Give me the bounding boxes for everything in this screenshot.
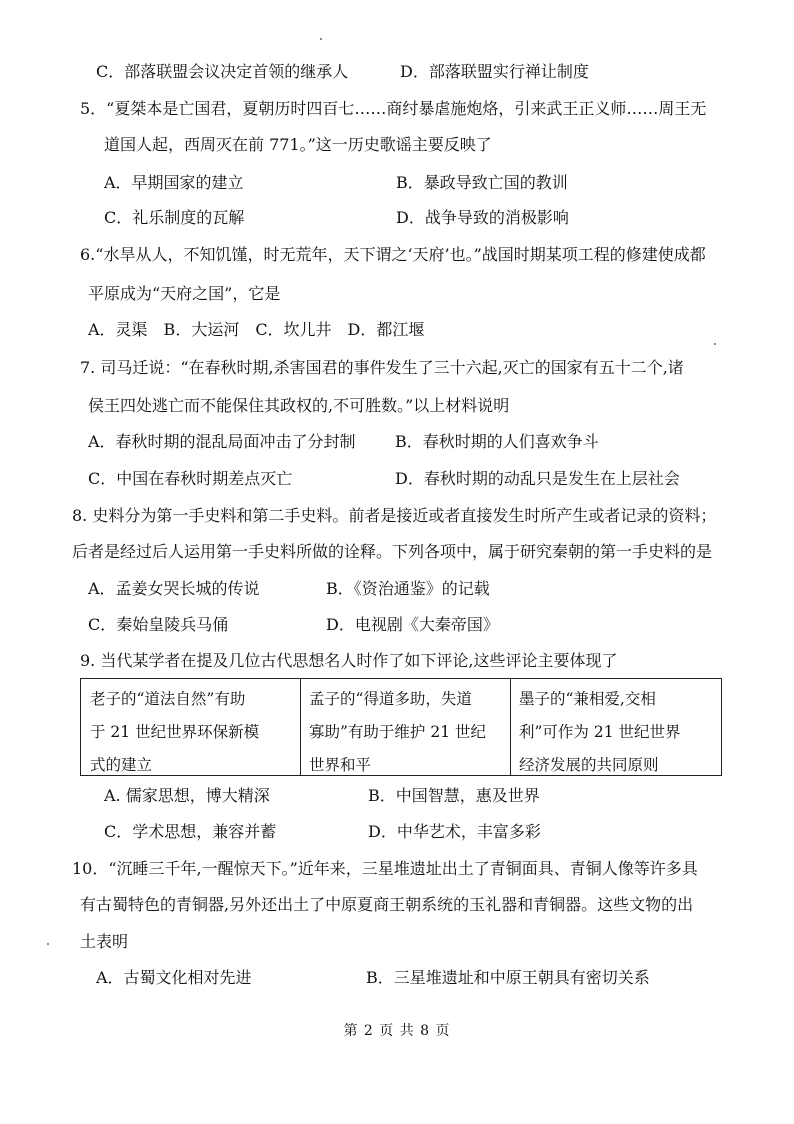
q4-option-c: C．部落联盟会议决定首领的继承人: [96, 62, 349, 81]
q9-cell-mozi: [510, 679, 721, 775]
q6-stem-line1: 6.“水旱从人，不知饥馑，时无荒年，天下谓之‘天府’也。”战国时期某项工程的修建使成都: [80, 245, 706, 264]
scan-speck: [47, 943, 49, 945]
q9-cell-laozi: [81, 679, 300, 775]
q5-stem-line1: 5．“夏桀本是亡国君，夏朝历时四百七……商纣暴虐施炮烙，引来武王正义师……周王无: [80, 99, 707, 118]
cell-line: 寡助”有助于维护 21 世纪: [309, 723, 487, 741]
q7-stem-line1: 7. 司马迁说：“在春秋时期,杀害国君的事件发生了三十六起,灭亡的国家有五十二个,诸: [80, 358, 684, 377]
q9-option-c: C．学术思想，兼容并蓄: [104, 822, 277, 841]
q10-stem-line2: 有古蜀特色的青铜器,另外还出土了中原夏商王朝系统的玉礼器和青铜器。这些文物的出: [80, 895, 694, 914]
q7-option-c: C．中国在春秋时期差点灭亡: [88, 469, 293, 488]
q8-stem-line1: 8. 史料分为第一手史料和第二手史料。前者是接近或者直接发生时所产生或者记录的资料；: [72, 506, 717, 525]
q10-stem-line1: 10．“沉睡三千年,一醒惊天下。”近年来，三星堆遗址出土了青铜面具、青铜人像等许多具: [72, 859, 698, 878]
q5-option-a: A．早期国家的建立: [104, 173, 244, 192]
scan-speck: [320, 38, 322, 40]
q9-cell-mengzi: [300, 679, 510, 775]
cell-line: 于 21 世纪世界环保新模: [90, 723, 260, 741]
q5-option-b: B．暴政导致亡国的教训: [396, 173, 568, 192]
q10-option-a: A．古蜀文化相对先进: [96, 968, 252, 987]
cell-line: 式的建立: [90, 756, 153, 774]
q5-stem-line2: 道国人起，西周灭在前 771。”这一历史歌谣主要反映了: [104, 135, 492, 154]
q8-option-c: C．秦始皇陵兵马俑: [88, 615, 229, 634]
q9-stem-line1: 9. 当代某学者在提及几位古代思想名人时作了如下评论,这些评论主要体现了: [80, 651, 618, 670]
page-number-footer: 第 2 页 共 8 页: [343, 1023, 451, 1039]
q8-option-b: B．《资治通鉴》的记载: [326, 579, 490, 598]
cell-line: 利”可作为 21 世纪世界: [519, 723, 681, 741]
q9-quote-table: [80, 678, 722, 776]
q9-option-a: A. 儒家思想，博大精深: [104, 786, 270, 805]
q5-option-c: C．礼乐制度的瓦解: [104, 208, 245, 227]
cell-line: 老子的“道法自然”有助: [90, 690, 246, 708]
cell-line: 经济发展的共同原则: [519, 756, 659, 774]
q10-option-b: B．三星堆遗址和中原王朝具有密切关系: [366, 968, 650, 987]
q10-stem-line3: 土表明: [80, 932, 129, 951]
q9-option-d: D．中华艺术，丰富多彩: [368, 822, 541, 841]
cell-line: 世界和平: [309, 756, 372, 774]
q7-option-d: D．春秋时期的动乱只是发生在上层社会: [395, 469, 680, 488]
q7-option-a: A．春秋时期的混乱局面冲击了分封制: [88, 432, 356, 451]
cell-line: 墨子的“兼相爱,交相: [519, 690, 656, 708]
q5-option-d: D．战争导致的消极影响: [396, 208, 569, 227]
q6-options: A．灵渠 B．大运河 C．坎儿井 D．都江堰: [88, 320, 425, 339]
q7-option-b: B．春秋时期的人们喜欢争斗: [395, 432, 599, 451]
q9-option-b: B．中国智慧，惠及世界: [368, 786, 540, 805]
cell-line: 孟子的“得道多助，失道: [309, 690, 472, 708]
q8-option-a: A．孟姜女哭长城的传说: [88, 579, 260, 598]
q8-stem-line2: 后者是经过后人运用第一手史料所做的诠释。下列各项中，属于研究秦朝的第一手史料的是: [72, 542, 713, 561]
q8-option-d: D．电视剧《大秦帝国》: [326, 615, 499, 634]
scan-speck: [714, 343, 716, 345]
q6-stem-line2: 平原成为“天府之国”，它是: [88, 284, 281, 303]
q4-option-d: D．部落联盟实行禅让制度: [400, 62, 589, 81]
q7-stem-line2: 侯王四处逃亡而不能保住其政权的,不可胜数。”以上材料说明: [88, 396, 510, 415]
